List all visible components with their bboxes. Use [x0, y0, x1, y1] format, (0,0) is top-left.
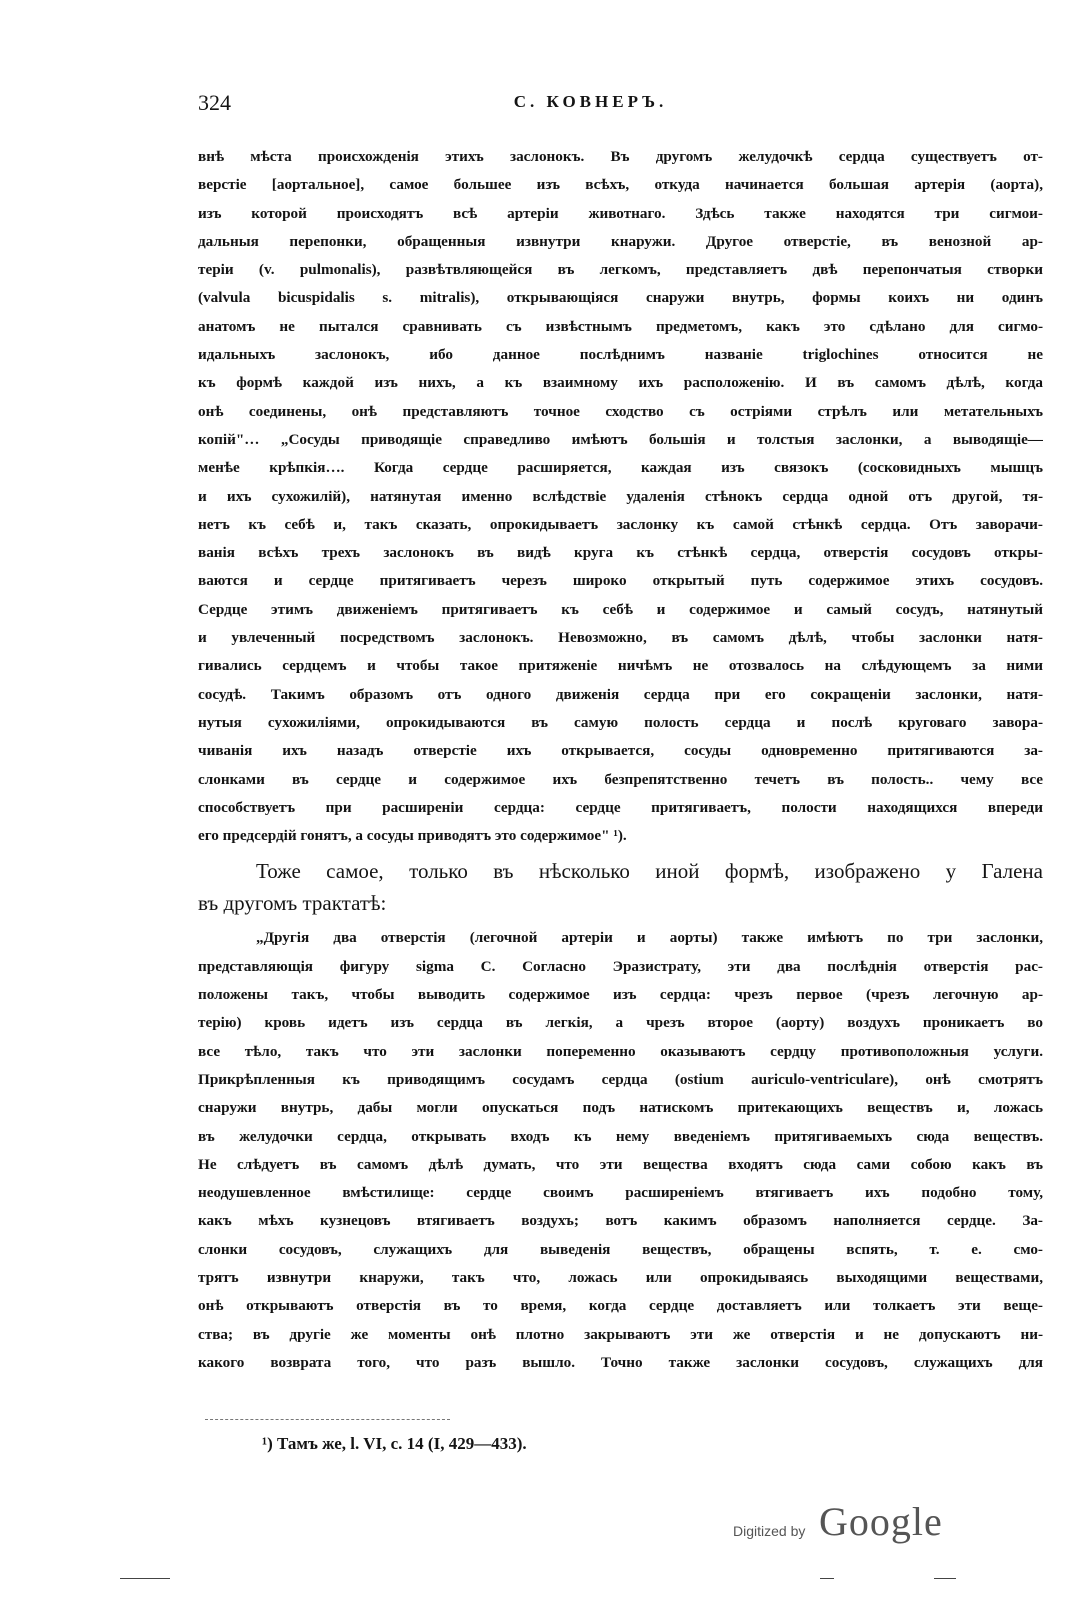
text-line: Тоже самое, только въ нѣсколько иной формѣ, изображено у Галена — [256, 859, 1043, 884]
text-line: теріи (v. pulmonalis), развѣтвляющейся въ легкомъ, представляетъ двѣ перепончатыя створки — [198, 261, 1043, 279]
text-line: гивались сердцемъ и чтобы такое притяженіе ничѣмъ не отозвалось на слѣдующемъ за ними — [198, 657, 1043, 675]
text-line: (valvula bicuspidalis s. mitralis), открывающіяся снаружи внутрь, формы коихъ ни одинъ — [198, 289, 1043, 307]
text-line: въ другомъ трактатѣ: — [198, 891, 387, 916]
text-line: неодушевленное вмѣстилище: сердце своимъ расширеніемъ втягиваетъ ихъ подобно тому, — [198, 1184, 1043, 1202]
text-line: внѣ мѣста происхожденія этихъ заслонокъ. Въ другомъ желудочкѣ сердца существуетъ от- — [198, 148, 1043, 165]
digitized-label: Digitized by — [733, 1523, 806, 1539]
text-line: анатомъ не пытался сравнивать съ извѣстнымъ предметомъ, какъ это сдѣлано для сигмо- — [198, 317, 1043, 335]
footnote: ¹) Тамъ же, l. VI, c. 14 (I, 429—433). — [262, 1434, 527, 1453]
text-line: верстіе [аортальное], самое большее изъ всѣхъ, откуда начинается большая артерія (аорта), — [198, 176, 1043, 194]
page-header — [198, 90, 1043, 120]
text-line: къ формѣ каждой изъ нихъ, а къ взаимному ихъ расположенію. И въ самомъ дѣлѣ, когда — [198, 374, 1043, 392]
text-line: какого возврата того, что разъ вышло. Точно также заслонки сосудовъ, служащихъ для — [198, 1353, 1043, 1371]
page-number: 324 — [198, 90, 231, 115]
text-line: чиванія ихъ назадъ отверстіе ихъ открывается, сосуды одновременно притягиваются за- — [198, 742, 1043, 760]
text-line: способствуетъ при расширеніи сердца: сердце притягиваетъ, полости находящихся впереди — [198, 798, 1043, 816]
text-line: трятъ извнутри кнаружи, такъ что, ложась или опрокидываясь выходящими веществами, — [198, 1268, 1043, 1286]
text-line: Не слѣдуетъ въ самомъ дѣлѣ думать, что эти вещества входятъ сюда сами собою какъ въ — [198, 1155, 1043, 1173]
digitized-by-watermark — [733, 1500, 948, 1545]
text-line: дальныя перепонки, обращенныя извнутри кнаружи. Другое отверстіе, въ венозной ар- — [198, 232, 1043, 250]
scan-mark — [934, 1578, 956, 1579]
text-line: онѣ соединены, онѣ представляютъ точное сходство съ остріями стрѣлъ или метательныхъ — [198, 402, 1043, 420]
google-logo: Google — [819, 1499, 943, 1544]
text-line: снаружи внутрь, дабы могли опускаться подъ натискомъ притекающихъ веществъ и, ложась — [198, 1099, 1043, 1117]
text-line: какъ мѣхъ кузнецовъ втягиваетъ воздухъ; вотъ какимъ образомъ наполняется сердце. За- — [198, 1212, 1043, 1230]
text-line: менѣе крѣпкія…. Когда сердце расширяется, каждая изъ связокъ (сосковидныхъ мышцъ — [198, 459, 1043, 477]
paragraph-2 — [198, 855, 1043, 919]
text-line: Сердце этимъ движеніемъ притягиваетъ къ себѣ и содержимое и самый сосудъ, натянутый — [198, 600, 1043, 618]
text-line: копій"… „Сосуды приводящіе справедливо имѣютъ большія и толстыя заслонки, а выводящіе— — [198, 430, 1043, 448]
text-line: нутыя сухожиліями, опрокидываются въ самую полость сердца и послѣ круговаго завора- — [198, 713, 1043, 731]
text-line: онѣ открываютъ отверстія въ то время, когда сердце доставляетъ или толкаетъ эти веще- — [198, 1297, 1043, 1315]
paragraph-3-quote — [198, 924, 1043, 1377]
text-line: и ихъ сухожилій), натянутая именно вслѣдствіе удаленія стѣнокъ сердца одной отъ другой, тя- — [198, 487, 1043, 505]
running-title: С. КОВНЕРЪ. — [513, 92, 668, 111]
text-line: нетъ къ себѣ и, такъ сказать, опрокидываетъ заслонку къ самой стѣнкѣ сердца. Отъ заворачи- — [198, 515, 1043, 533]
text-line: его предсердій гонятъ, а сосуды приводятъ это содержимое" ¹). — [198, 827, 627, 845]
text-line: Прикрѣпленныя къ приводящимъ сосудамъ сердца (ostium auriculo-ventriculare), онѣ смотрятъ — [198, 1070, 1043, 1088]
text-line: представляющія фигуру sigma C. Согласно Эразистрату, эти два послѣднія отверстія рас- — [198, 957, 1043, 975]
text-line: ваются и сердце притягиваетъ черезъ широко открытый путь содержимое этихъ сосудовъ. — [198, 572, 1043, 590]
text-line: слонками въ сердце и содержимое ихъ безпрепятственно течетъ въ полость.. чему все — [198, 770, 1043, 788]
text-line: все тѣло, такъ что эти заслонки попеременно оказываютъ сердцу противоположныя услуги. — [198, 1042, 1043, 1060]
text-line: терію) кровь идетъ изъ сердца въ легкія, а чрезъ второе (аорту) воздухъ проникаетъ во — [198, 1014, 1043, 1032]
scan-mark — [820, 1578, 834, 1579]
paragraph-1 — [198, 143, 1043, 850]
text-line: въ желудочки сердца, открывать входъ къ нему введеніемъ притягиваемыхъ сюда веществъ. — [198, 1127, 1043, 1145]
text-line: ванія всѣхъ трехъ заслонокъ въ видѣ круга къ стѣнкѣ сердца, отверстія сосудовъ откры- — [198, 544, 1043, 562]
text-line: изъ которой происходятъ всѣ артеріи животнаго. Здѣсь также находятся три сигмои- — [198, 204, 1043, 222]
body-text — [198, 143, 1043, 1377]
text-line: сосудѣ. Такимъ образомъ отъ одного движенія сердца при его сокращеніи заслонки, натя- — [198, 685, 1043, 703]
text-line: ства; въ другіе же моменты онѣ плотно закрываютъ эти же отверстія и не допускаютъ ни- — [198, 1325, 1043, 1343]
text-line: положены такъ, чтобы выводить содержимое изъ сердца: чрезъ первое (чрезъ легочную ар- — [198, 986, 1043, 1004]
text-line: слонки сосудовъ, служащихъ для выведенія веществъ, обращены вспять, т. е. смо- — [198, 1240, 1043, 1258]
text-line: „Другія два отверстія (легочной артеріи и аорты) также имѣютъ по три заслонки, — [256, 929, 1043, 947]
text-line: и увлеченный посредствомъ заслонокъ. Невозможно, въ самомъ дѣлѣ, чтобы заслонки натя- — [198, 629, 1043, 647]
footnote-divider — [205, 1419, 450, 1420]
text-line: идальныхъ заслонокъ, ибо данное послѣднимъ названіе triglochines относится не — [198, 346, 1043, 364]
scan-mark — [120, 1578, 170, 1579]
